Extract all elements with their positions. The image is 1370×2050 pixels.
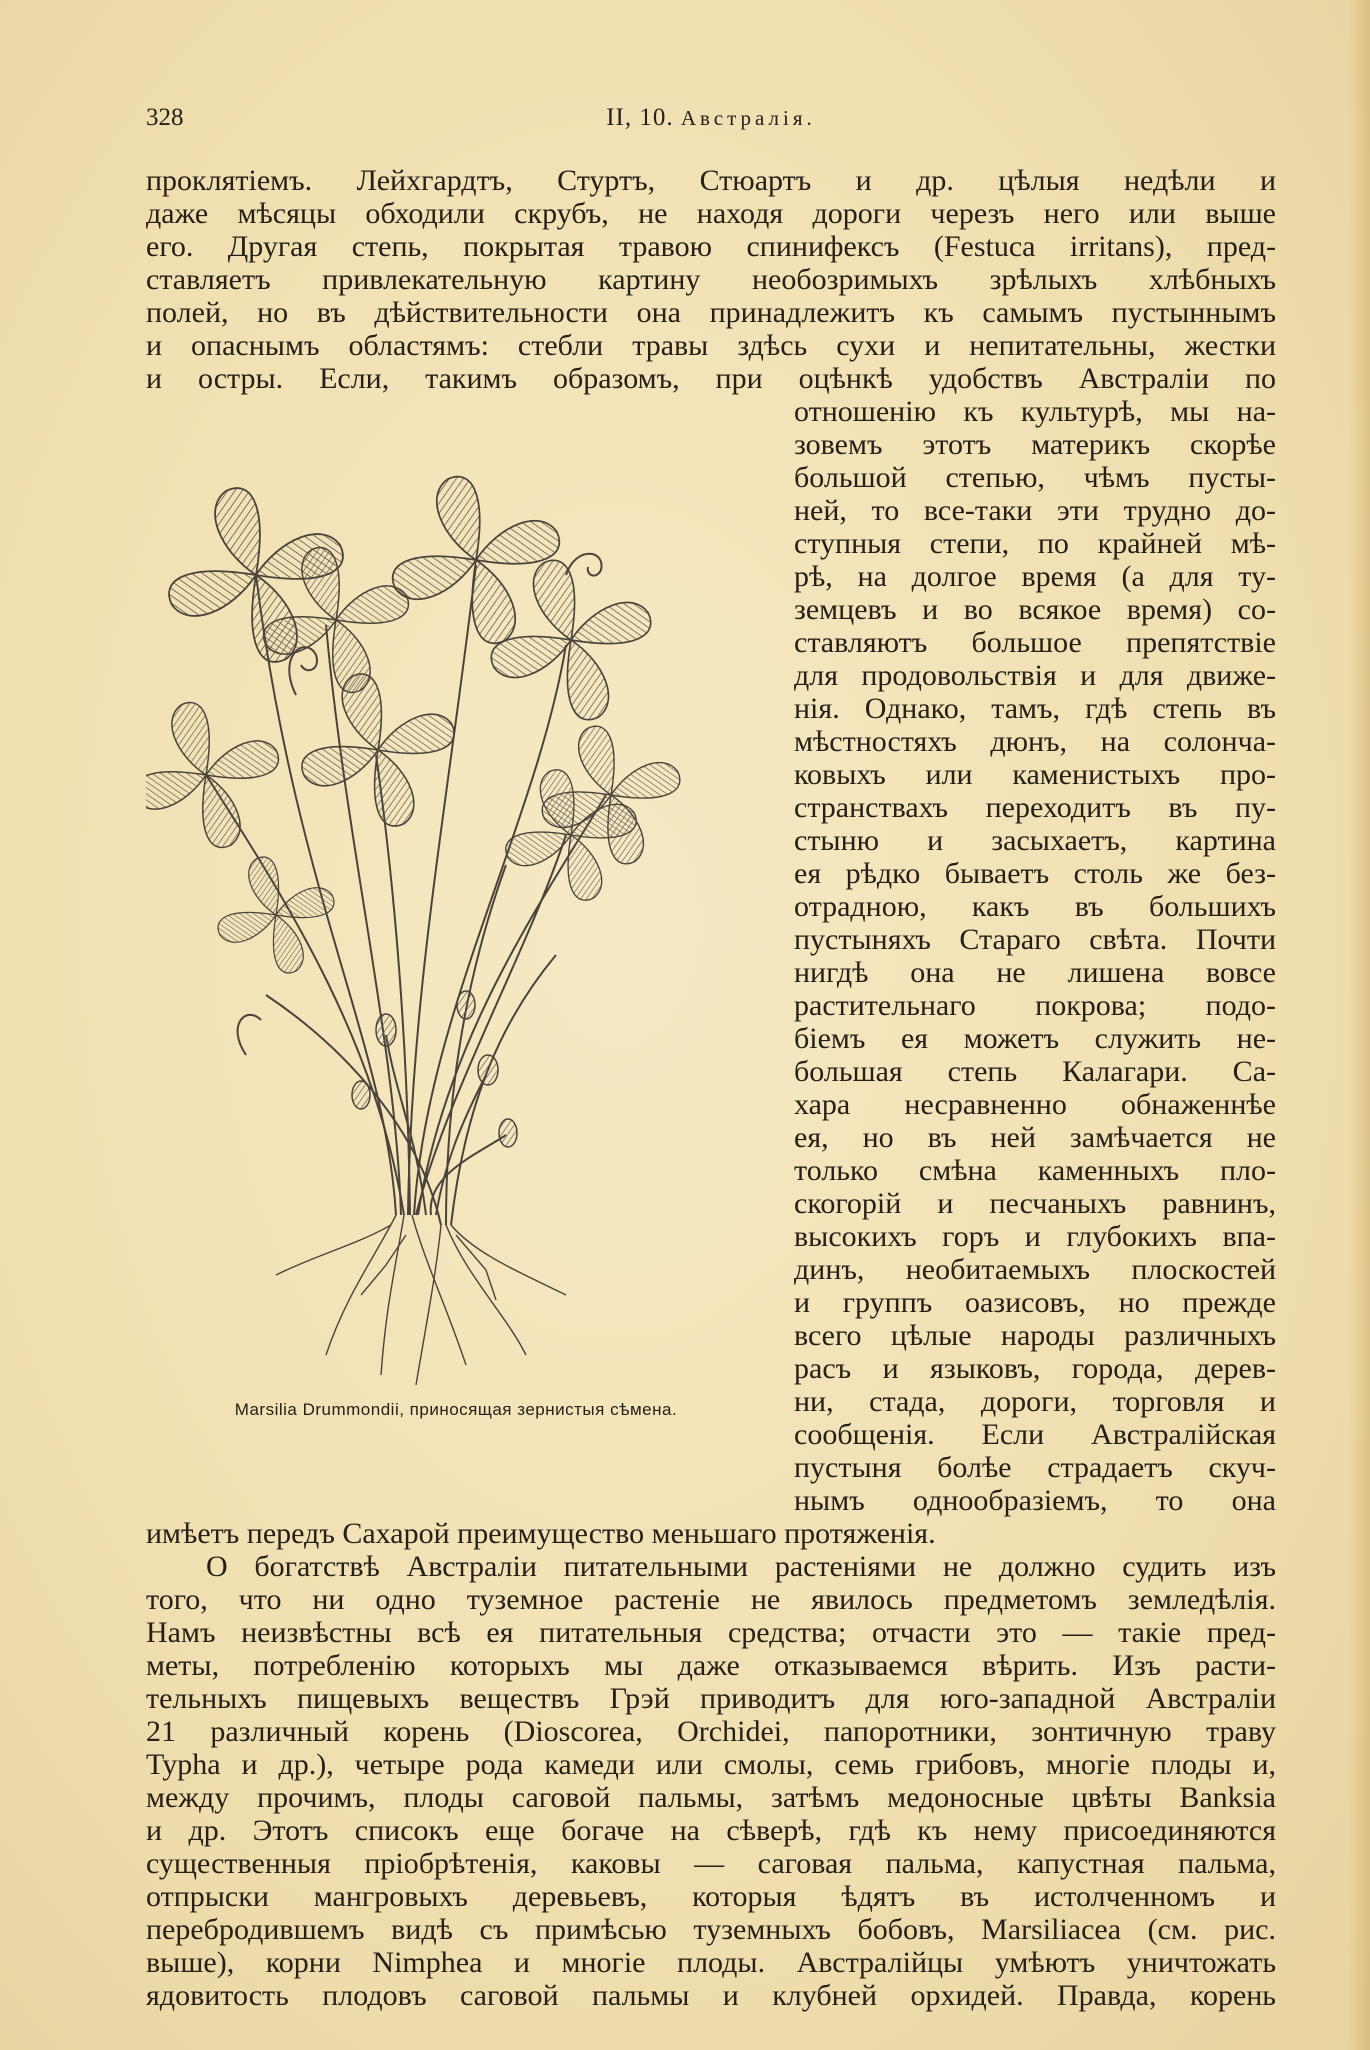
text-line: О богатствѣ Австраліи питательными растеніями не должно судить изъ: [206, 1550, 1276, 1583]
text-line: нигдѣ она не лишена вовсе: [794, 956, 1276, 989]
text-line: ставляетъ привлекательную картину необозримыхъ зрѣлыхъ хлѣбныхъ: [146, 263, 1276, 296]
text-line: выше), корни Nimphea и многіе плоды. Австралійцы умѣютъ уничтожать: [146, 1946, 1276, 1979]
text-line: отрадною, какъ въ большихъ: [794, 890, 1276, 923]
text-line: ковыхъ или каменистыхъ про-: [794, 758, 1276, 791]
text-line: перебродившемъ видѣ съ примѣсью туземныхъ бобовъ, Marsiliacea (см. рис.: [146, 1913, 1276, 1946]
text-line: полей, но въ дѣйствительности она принадлежитъ къ самымъ пустыннымъ: [146, 296, 1276, 329]
figure-caption: Marsilia Drummondii, приносящая зернистыя сѣмена.: [234, 1400, 678, 1419]
text-line: сообщенія. Если Австралійская: [794, 1418, 1276, 1451]
text-line: скогорій и песчаныхъ равнинъ,: [794, 1187, 1276, 1220]
text-line: и группъ оазисовъ, но прежде: [794, 1286, 1276, 1319]
text-line: ступныя степи, по крайней мѣ-: [794, 527, 1276, 560]
text-line: Typha и др.), четыре рода камеди или смолы, семь грибовъ, многіе плоды и,: [146, 1748, 1276, 1781]
text-line: даже мѣсяцы обходили скрубъ, не находя дороги черезъ него или выше: [146, 197, 1276, 230]
text-line: 21 различный корень (Dioscorea, Orchidei, папоротники, зонтичную траву: [146, 1715, 1276, 1748]
text-line: и др. Этотъ списокъ еще богаче на сѣверѣ, гдѣ къ нему присоединяются: [146, 1814, 1276, 1847]
text-line: пустыня болѣе страдаетъ скуч-: [794, 1451, 1276, 1484]
text-line: тельныхъ пищевыхъ веществъ Грэй приводитъ для юго-западной Австраліи: [146, 1682, 1276, 1715]
text-line: ней, то все-таки эти трудно до-: [794, 494, 1276, 527]
text-line: стыню и засыхаетъ, картина: [794, 824, 1276, 857]
marsilea-drawing: [146, 395, 786, 1395]
text-line: имѣетъ передъ Сахарой преимущество меньшаго протяженія.: [146, 1517, 936, 1550]
plant-illustration: [146, 395, 786, 1395]
text-line: отношенію къ культурѣ, мы на-: [794, 395, 1276, 428]
text-line: существенныя пріобрѣтенія, каковы — саговая пальма, капустная пальма,: [146, 1847, 1276, 1880]
text-line: большая степь Калагари. Са-: [794, 1055, 1276, 1088]
running-head-section: II, 10.: [606, 104, 674, 131]
text-line: нія. Однако, тамъ, гдѣ степь въ: [794, 692, 1276, 725]
text-line: только смѣна каменныхъ пло-: [794, 1154, 1276, 1187]
text-line: большой степью, чѣмъ пусты-: [794, 461, 1276, 494]
text-line: для продовольствія и для движе-: [794, 659, 1276, 692]
text-line: нымъ однообразіемъ, то она: [794, 1484, 1276, 1517]
text-line: между прочимъ, плоды саговой пальмы, затѣмъ медоносные цвѣты Banksia: [146, 1781, 1276, 1814]
text-line: и опаснымъ областямъ: стебли травы здѣсь сухи и непитательны, жестки: [146, 329, 1276, 362]
text-line: ни, стада, дороги, торговля и: [794, 1385, 1276, 1418]
text-line: меты, потребленію которыхъ мы даже отказываемся вѣрить. Изъ расти-: [146, 1649, 1276, 1682]
text-line: отпрыски мангровыхъ деревьевъ, которыя ѣдятъ въ истолченномъ и: [146, 1880, 1276, 1913]
running-head: [146, 104, 1276, 132]
text-line: рѣ, на долгое время (а для ту-: [794, 560, 1276, 593]
text-line: ея рѣдко бываетъ столь же без-: [794, 857, 1276, 890]
page-number: 328: [146, 104, 184, 131]
text-line: земцевъ и во всякое время) со-: [794, 593, 1276, 626]
text-line: пустыняхъ Стараго свѣта. Почти: [794, 923, 1276, 956]
text-line: ея, но въ ней замѣчается не: [794, 1121, 1276, 1154]
text-line: ставляютъ большое препятствіе: [794, 626, 1276, 659]
text-line: Намъ неизвѣстны всѣ ея питательныя средства; отчасти это — такіе пред-: [146, 1616, 1276, 1649]
text-line: того, что ни одно туземное растеніе не явилось предметомъ земледѣлія.: [146, 1583, 1276, 1616]
text-line: біемъ ея можетъ служить не-: [794, 1022, 1276, 1055]
text-line: и остры. Если, такимъ образомъ, при оцѣнкѣ удобствъ Австраліи по: [146, 362, 1276, 395]
text-line: расъ и языковъ, города, дерев-: [794, 1352, 1276, 1385]
text-line: проклятіемъ. Лейхгардтъ, Стуртъ, Стюартъ и др. цѣлыя недѣли и: [146, 164, 1276, 197]
text-line: высокихъ горъ и глубокихъ впа-: [794, 1220, 1276, 1253]
text-line: динъ, необитаемыхъ плоскостей: [794, 1253, 1276, 1286]
text-line: его. Другая степь, покрытая травою спинифексъ (Festuca irritans), пред-: [146, 230, 1276, 263]
text-line: ядовитость плодовъ саговой пальмы и клубней орхидей. Правда, корень: [146, 1979, 1276, 2012]
page-edge-shadow: [1348, 0, 1370, 2050]
text-line: растительнаго покрова; подо-: [794, 989, 1276, 1022]
text-line: хара несравненно обнаженнѣе: [794, 1088, 1276, 1121]
running-head-title: Австралія.: [680, 106, 816, 130]
text-line: зовемъ этотъ материкъ скорѣе: [794, 428, 1276, 461]
text-line: всего цѣлые народы различныхъ: [794, 1319, 1276, 1352]
page-header: [146, 104, 1276, 144]
text-line: странствахъ переходитъ въ пу-: [794, 791, 1276, 824]
text-line: мѣстностяхъ дюнъ, на солонча-: [794, 725, 1276, 758]
